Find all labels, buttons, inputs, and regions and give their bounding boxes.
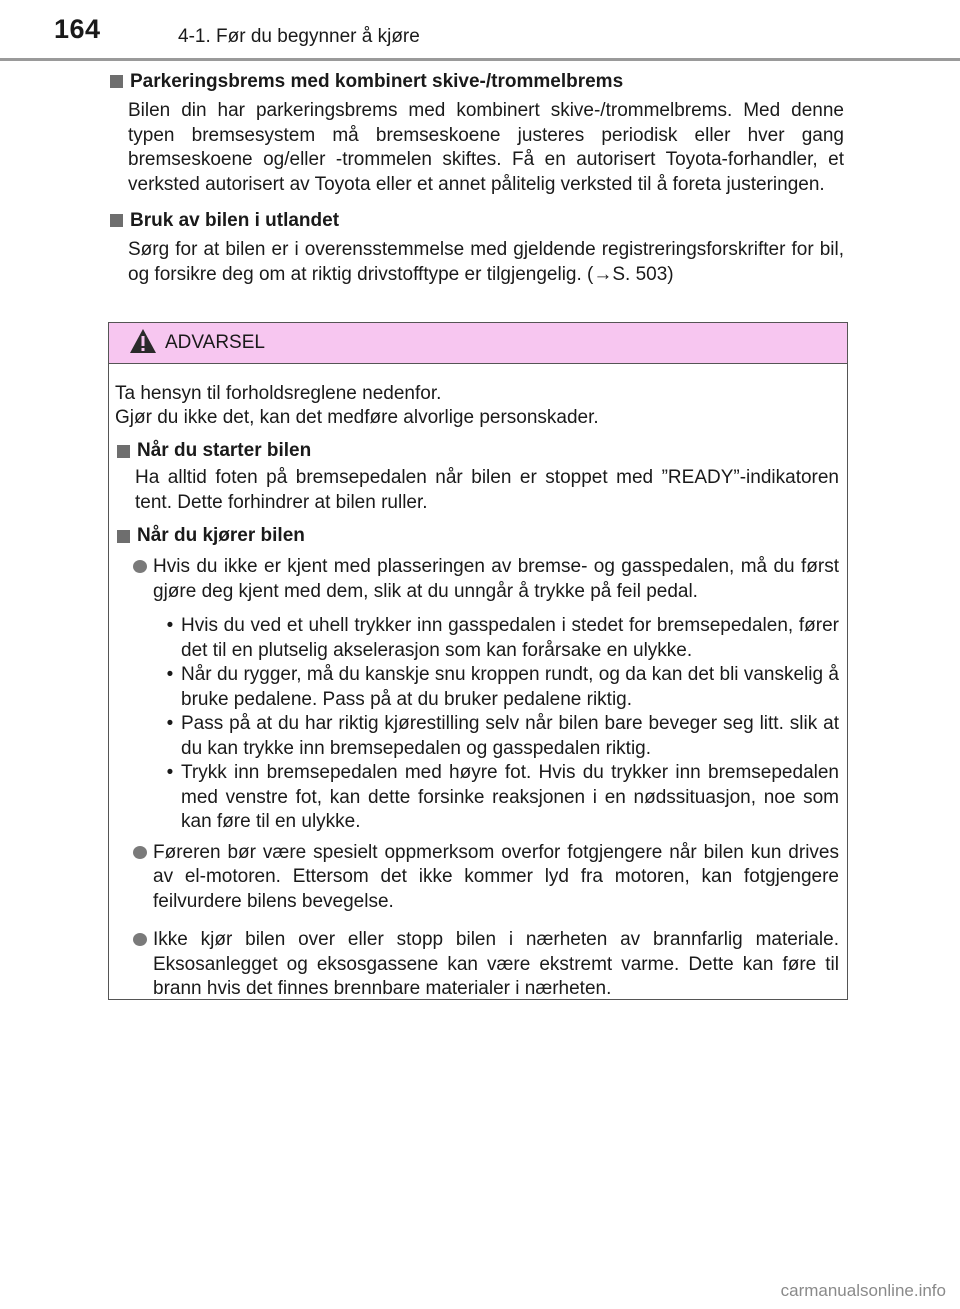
warning-header bbox=[109, 323, 847, 364]
circle-bullet-icon bbox=[133, 933, 147, 946]
square-bullet-icon bbox=[117, 445, 130, 458]
warning-section-driving bbox=[115, 523, 839, 1002]
list-item: • Hvis du ved et uhell trykker inn gasspedalen i stedet for bremsepedalen, fører det til en plutselig akselerasjon som kan forårsake en ulykke. bbox=[159, 614, 839, 663]
main-content bbox=[108, 68, 844, 297]
page-header bbox=[0, 0, 960, 60]
warning-title: ADVARSEL bbox=[165, 332, 265, 353]
bullet-dot-icon: • bbox=[166, 762, 174, 783]
warning-section-title: Når du kjører bilen bbox=[137, 525, 305, 546]
warning-intro-1: Ta hensyn til forholdsreglene nedenfor. bbox=[115, 383, 442, 404]
watermark-link[interactable]: carmanualsonline.info bbox=[780, 1281, 946, 1300]
circle-bullet-icon bbox=[133, 560, 147, 573]
warning-section-text: Ha alltid foten på bremsepedalen når bilen er stoppet med ”READY”-indikatoren tent. Dette forhindrer at bilen ruller. bbox=[135, 467, 839, 513]
list-item: • Pass på at du har riktig kjørestilling selv når bilen bare beveger seg litt. slik at du kan trykke inn bremsepedalen og gasspedalen riktig. bbox=[159, 712, 839, 761]
warning-section-title: Når du starter bilen bbox=[137, 440, 312, 461]
section-abroad bbox=[108, 207, 844, 287]
bullet-dot-icon: • bbox=[166, 713, 174, 734]
list-item: Hvis du ikke er kjent med plasseringen av bremse- og gasspedalen, må du først gjøre deg kjent med dem, slik at du unngår å trykke på feil pedal. bbox=[133, 555, 839, 604]
list-item: • Trykk inn bremsepedalen med høyre fot. Hvis du trykker inn bremsepedalen med venstre fot, kan dette forsinke reaksjonen i en nødssituasjon, noe som kan føre til en ulykke. bbox=[159, 761, 839, 835]
warning-section-start bbox=[115, 438, 839, 515]
list-item: • Når du rygger, må du kanskje snu kroppen rundt, og da kan det bli vanskelig å bruke pedalene. Pass på at du bruker pedalene riktig. bbox=[159, 663, 839, 712]
page-number: 164 bbox=[54, 14, 101, 44]
list-item: Ikke kjør bilen over eller stopp bilen i nærheten av brannfarlig materiale. Eksosanlegget og eksosgassene kan være ekstremt varme. Dette kan føre til brann hvis det finnes brennbare materialer i nærheten. bbox=[133, 928, 839, 1002]
sub-bullet-list bbox=[159, 614, 839, 835]
section-body: Bilen din har parkeringsbrems med kombinert skive-/trommelbrems. Med denne typen bremsesystem må bremseskoene justeres periodisk eller hver gang bremseskoene og/eller -trommelen skiftes. Få en autorisert Toyota-forhandler, et verksted autorisert av Toyota eller et annet pålitelig verksted til å foreta justeringen. bbox=[128, 100, 844, 195]
section-parking-brake bbox=[108, 68, 844, 197]
bullet-dot-icon: • bbox=[166, 664, 174, 685]
warning-intro-2: Gjør du ikke det, kan det medføre alvorlige personskader. bbox=[115, 407, 599, 428]
warning-body bbox=[109, 364, 847, 1002]
square-bullet-icon bbox=[117, 530, 130, 543]
circle-bullet-icon bbox=[133, 846, 147, 859]
section-body: Sørg for at bilen er i overensstemmelse med gjeldende registreringsforskrifter for bil, og forsikre deg om at riktig drivstofftype er tilgjengelig. (→S. 503) bbox=[128, 239, 844, 285]
square-bullet-icon bbox=[110, 75, 123, 88]
section-title: Parkeringsbrems med kombinert skive-/trommelbrems bbox=[130, 71, 624, 92]
list-item: Føreren bør være spesielt oppmerksom overfor fotgjengere når bilen kun drives av el-motoren. Ettersom det ikke kommer lyd fra motoren, kan fotgjengere feilvurdere bilens bevegelse. bbox=[133, 841, 839, 915]
section-title: Bruk av bilen i utlandet bbox=[130, 210, 340, 231]
square-bullet-icon bbox=[110, 214, 123, 227]
warning-triangle-icon bbox=[129, 328, 157, 359]
bullet-dot-icon: • bbox=[166, 615, 174, 636]
chapter-title: 4-1. Før du begynner å kjøre bbox=[178, 26, 420, 47]
header-divider bbox=[0, 58, 960, 61]
warning-box bbox=[108, 322, 848, 1000]
